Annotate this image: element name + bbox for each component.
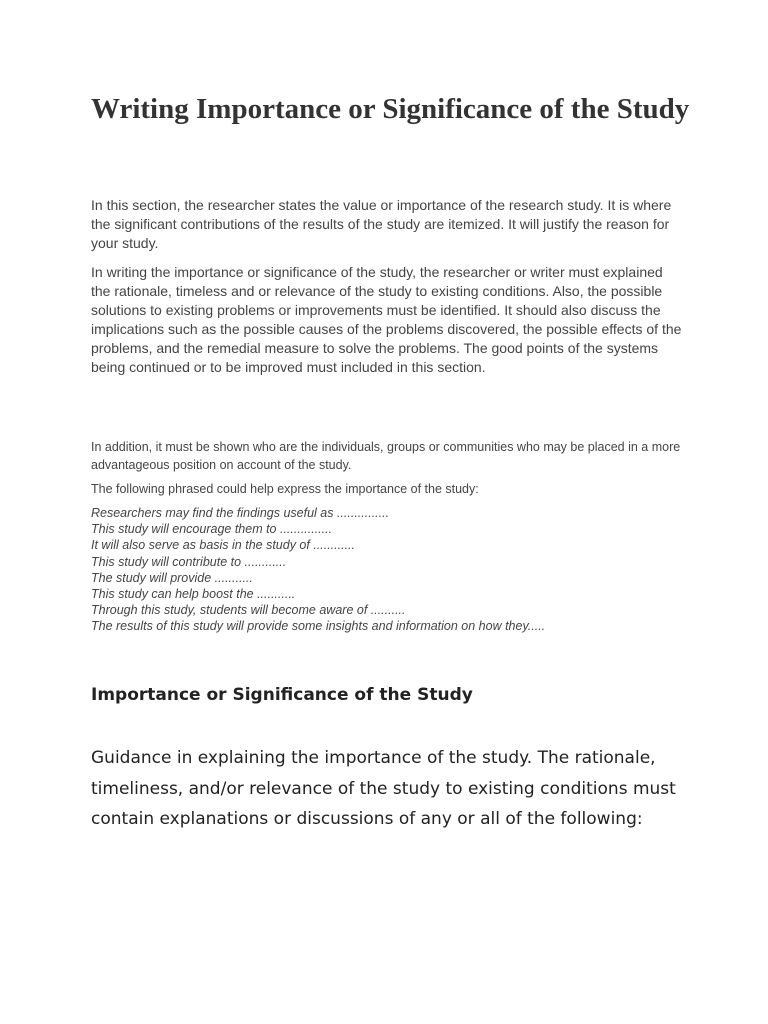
writing-guidance-paragraph: In writing the importance or significance of the study, the researcher or writer must explained the rationale, timeless and or relevance of the study to existing conditions. Also, the possible solutions to existing problems or improvements must be identified. It should also discuss the implications such as the possible causes of the problems discovered, the possible effects of the problems, and the remedial measure to solve the problems. The good points of the systems being continued or to be improved must included in this section. bbox=[91, 264, 682, 375]
phrase-item: It will also serve as basis in the study of ............ bbox=[91, 538, 355, 553]
phrase-item: The results of this study will provide some insights and information on how they..... bbox=[91, 619, 546, 634]
phrase-item: This study will encourage them to ............... bbox=[91, 522, 333, 537]
document-title: Writing Importance or Significance of the Study bbox=[91, 93, 690, 125]
phrase-item: Through this study, students will become aware of .......... bbox=[91, 603, 406, 618]
additional-paragraph: In addition, it must be shown who are the individuals, groups or communities who may be placed in a more advantageous position on account of the study. bbox=[91, 440, 681, 472]
phrase-item: This study can help boost the ........... bbox=[91, 587, 296, 602]
intro-paragraph: In this section, the researcher states the value or importance of the research study. It is where the significant contributions of the results of the study are itemized. It will justify the reason for your study. bbox=[91, 197, 672, 251]
phrase-item: This study will contribute to ............ bbox=[91, 554, 287, 569]
example-phrases-list bbox=[91, 505, 691, 635]
phrases-intro-paragraph: The following phrased could help express the importance of the study: bbox=[91, 482, 479, 496]
phrase-item: Researchers may find the findings useful as ............... bbox=[91, 506, 390, 520]
phrase-item: The study will provide ........... bbox=[91, 570, 253, 585]
section-heading: Importance or Significance of the Study bbox=[91, 685, 473, 705]
guidance-paragraph: Guidance in explaining the importance of the study. The rationale, timeliness, and/or relevance of the study to existing conditions must contain explanations or discussions of any or all of the following: bbox=[91, 748, 676, 829]
